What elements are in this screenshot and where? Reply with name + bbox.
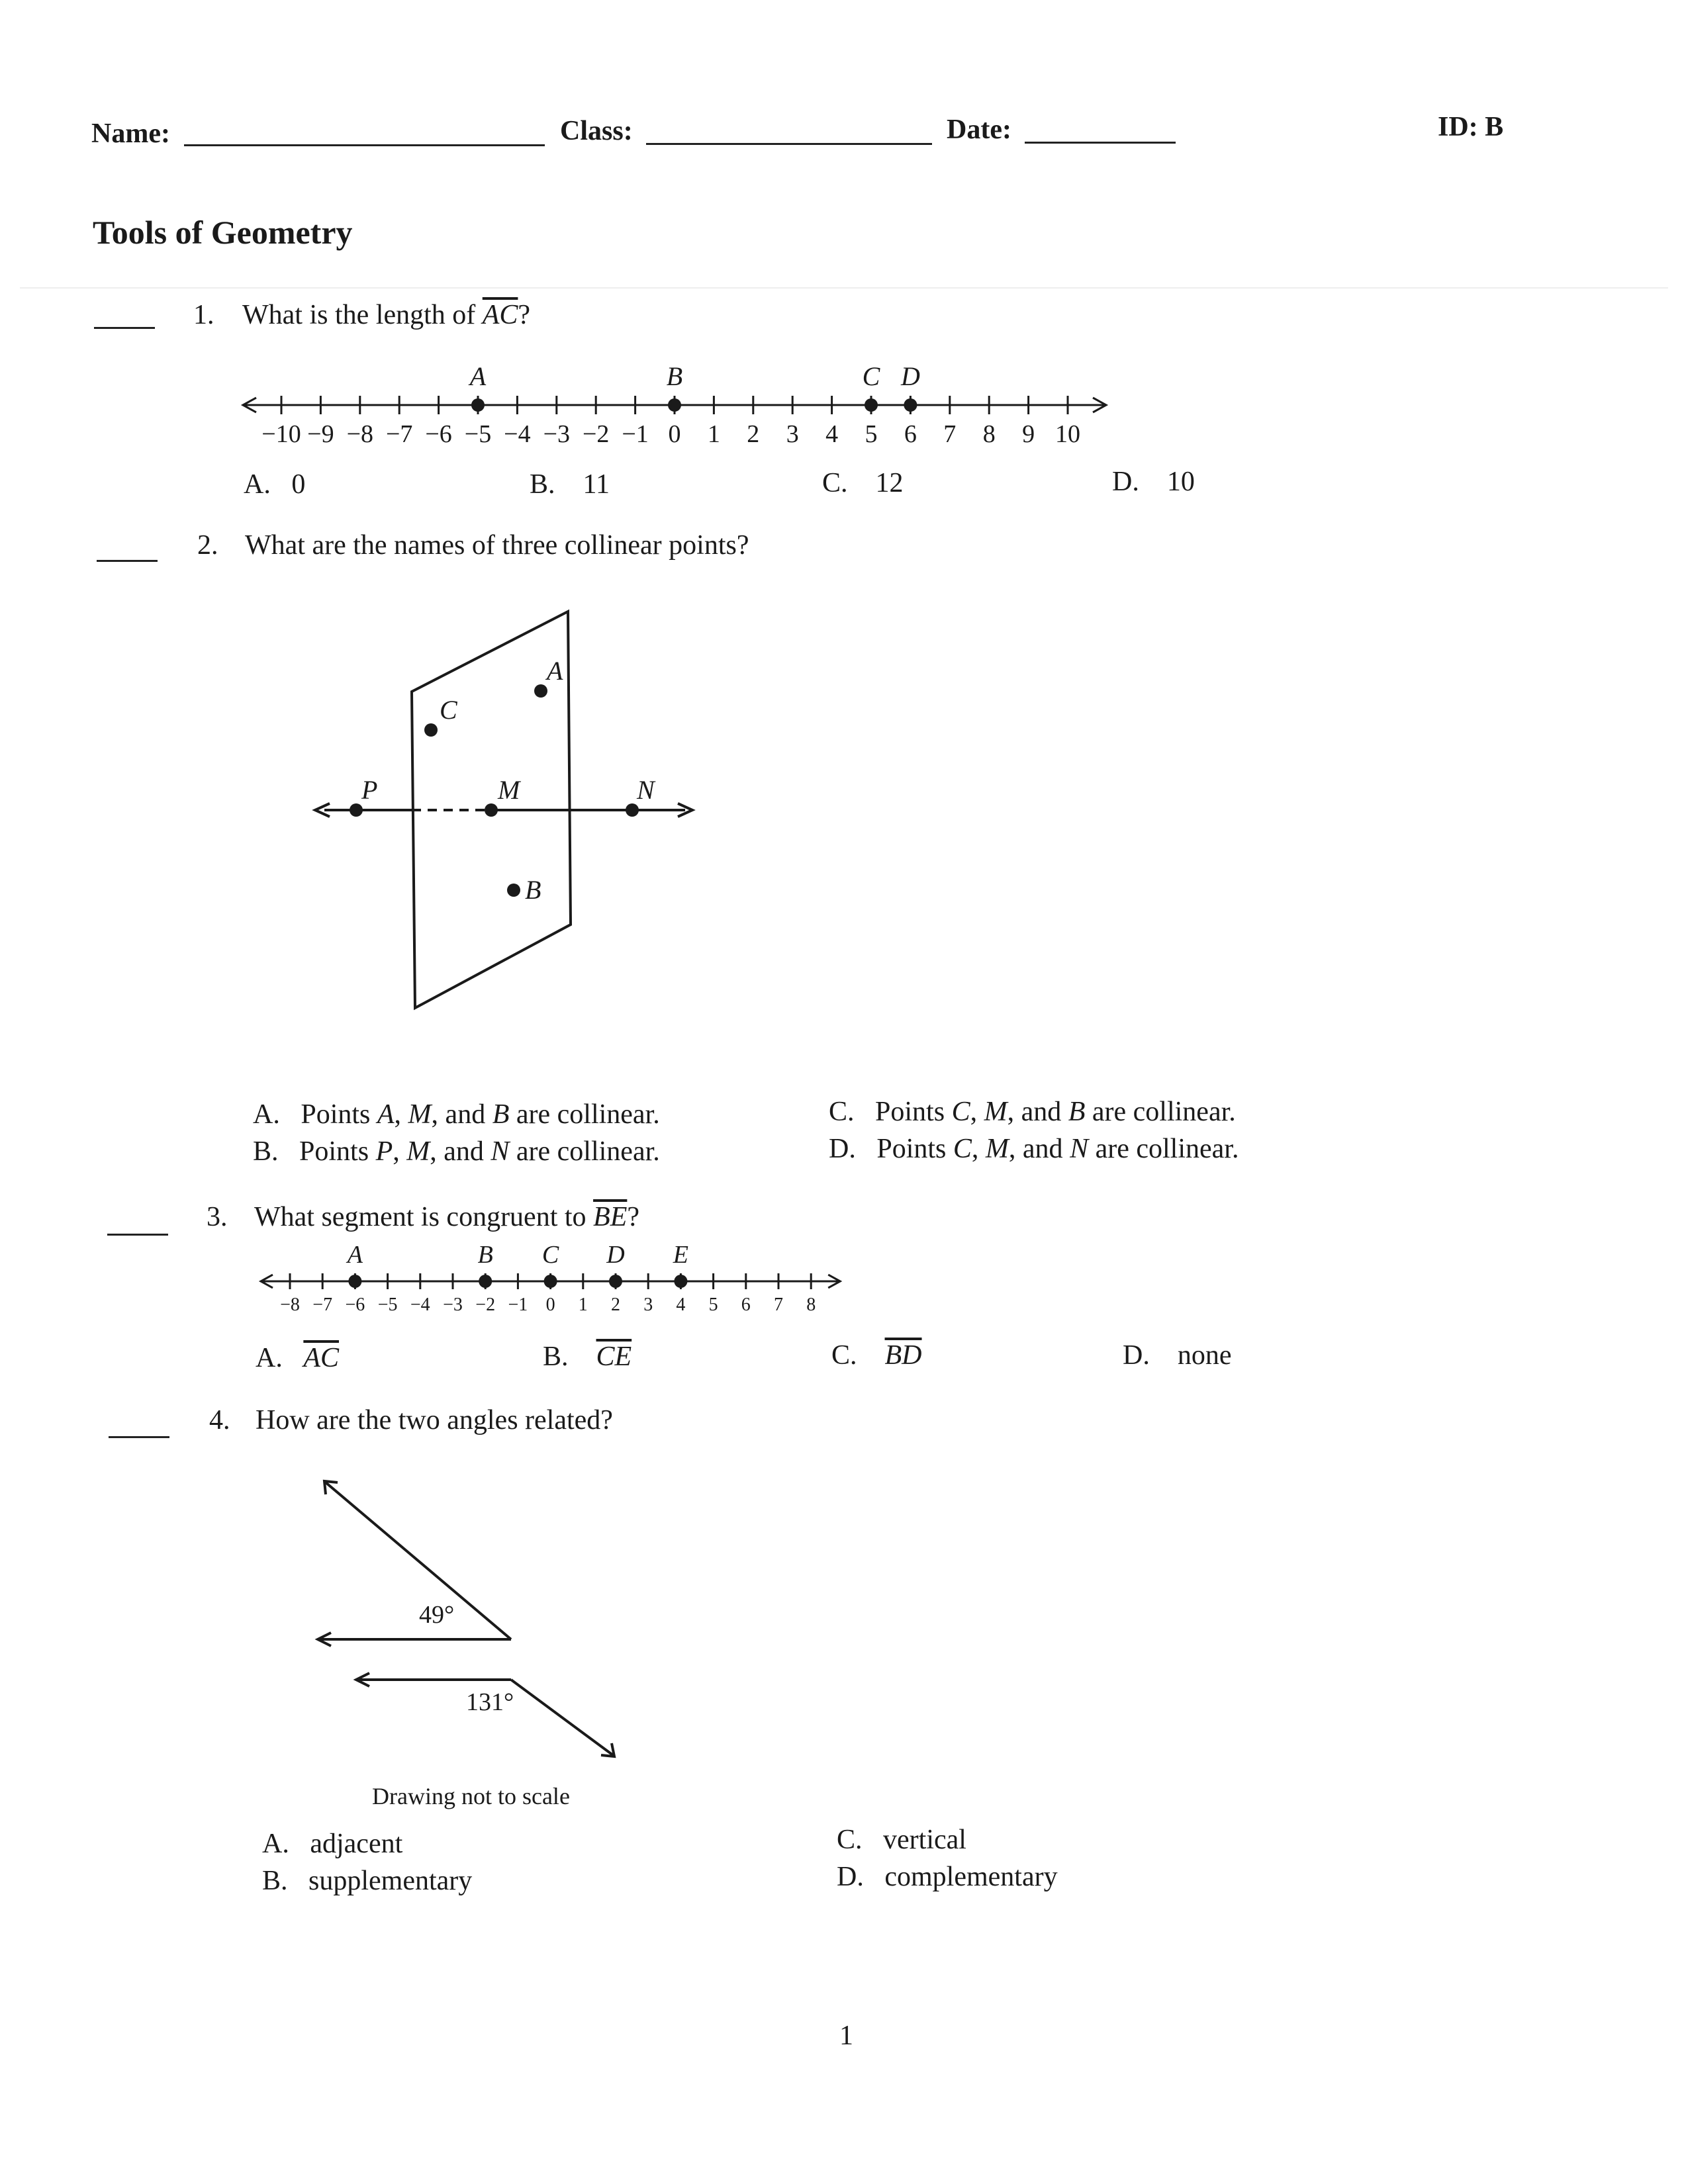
id-label: ID: B xyxy=(1438,112,1504,142)
q4-option-d-text: complementary xyxy=(884,1862,1058,1892)
q2-a-p6: are collinear. xyxy=(509,1099,660,1130)
q2-d-p0: Points xyxy=(876,1134,953,1164)
q3-option-c-text: $\overline{BD}$ xyxy=(884,1340,922,1371)
q1-option-b-text: 11 xyxy=(583,469,610,500)
label-c: C xyxy=(440,695,457,725)
q2-b-p6: are collinear. xyxy=(509,1136,660,1167)
class-label: Class: xyxy=(560,116,633,146)
q2-a-p2: , xyxy=(394,1099,408,1130)
q3-option-c-letter: C. xyxy=(831,1340,857,1371)
tick-label: −6 xyxy=(345,1295,365,1315)
q4-option-d[interactable] xyxy=(837,1861,1058,1893)
tick-label: −4 xyxy=(504,420,531,448)
tick-label: 1 xyxy=(707,420,720,448)
tick-label: 6 xyxy=(741,1295,751,1315)
tick-label: 3 xyxy=(643,1295,653,1315)
q2-a-p4: , and xyxy=(431,1099,492,1130)
tick-label: −3 xyxy=(543,420,571,448)
tick-label: 5 xyxy=(708,1295,718,1315)
label-p: P xyxy=(361,775,378,805)
tick-label: −10 xyxy=(261,420,301,448)
q2-option-a-letter: A. xyxy=(253,1099,280,1130)
q4-option-a-text: adjacent xyxy=(310,1829,403,1859)
question-1-text-before: What is the length of xyxy=(242,300,476,330)
q2-d-p2: , xyxy=(971,1134,986,1164)
tick-label: −4 xyxy=(410,1295,430,1315)
q3-option-d-letter: D. xyxy=(1123,1340,1150,1371)
q3-option-a-letter: A. xyxy=(256,1343,283,1373)
tick-label: 7 xyxy=(774,1295,783,1315)
q4-option-c[interactable] xyxy=(837,1824,966,1856)
label-n: N xyxy=(637,775,655,805)
question-1-text-after: ? xyxy=(518,300,531,330)
point-label-b: B xyxy=(666,361,683,391)
q2-c-p4: , and xyxy=(1007,1097,1068,1127)
tick-label: −3 xyxy=(443,1295,463,1315)
q4-option-b-text: supplementary xyxy=(308,1866,473,1896)
point-label-a: A xyxy=(469,361,487,391)
angle1-ray-upper xyxy=(326,1482,511,1639)
tick-label: 8 xyxy=(982,420,996,448)
tick-label: 7 xyxy=(943,420,957,448)
q2-b-p4: , and xyxy=(430,1136,491,1167)
point-label-c: C xyxy=(541,1241,559,1269)
q2-b-p5: N xyxy=(491,1136,510,1167)
q1-option-d-text: 10 xyxy=(1166,467,1195,497)
q2-b-p0: Points xyxy=(299,1136,376,1167)
q1-option-a-text: 0 xyxy=(291,469,306,500)
q2-d-p4: , and xyxy=(1008,1134,1070,1164)
q1-option-a-letter: A. xyxy=(244,469,271,500)
tick-label: −9 xyxy=(307,420,334,448)
q2-d-p3: M xyxy=(985,1134,1009,1164)
q2-option-b-letter: B. xyxy=(253,1136,279,1167)
tick-label: −7 xyxy=(385,420,413,448)
figure-caption: Drawing not to scale xyxy=(372,1783,570,1809)
q2-d-p5: N xyxy=(1070,1134,1089,1164)
tick-label: −1 xyxy=(508,1295,528,1315)
q1-option-b-letter: B. xyxy=(530,469,555,500)
tick-label: 6 xyxy=(904,420,917,448)
q3-option-d-text: none xyxy=(1177,1340,1232,1371)
q2-option-d-letter: D. xyxy=(829,1134,856,1164)
tick-label: −1 xyxy=(622,420,649,448)
q3-option-b-letter: B. xyxy=(543,1342,569,1372)
q1-option-d-letter: D. xyxy=(1112,467,1139,497)
q4-option-b-letter: B. xyxy=(262,1866,288,1896)
tick-label: 4 xyxy=(825,420,839,448)
q2-c-p0: Points xyxy=(875,1097,952,1127)
q2-c-p5: B xyxy=(1068,1097,1086,1127)
q1-option-c-text: 12 xyxy=(875,468,904,498)
point-label-e: E xyxy=(673,1241,689,1269)
label-a: A xyxy=(547,656,563,686)
question-2-number: 2. xyxy=(197,530,218,561)
tick-label: −5 xyxy=(464,420,492,448)
point-label-b: B xyxy=(477,1241,493,1269)
q2-c-p3: M xyxy=(984,1097,1008,1127)
tick-label: −6 xyxy=(425,420,452,448)
point-label-d: D xyxy=(606,1241,625,1269)
tick-label: 1 xyxy=(578,1295,588,1315)
tick-label: 5 xyxy=(865,420,878,448)
q3-option-a-text: $\overline{AC}$ xyxy=(303,1343,340,1373)
q4-option-d-letter: D. xyxy=(837,1862,864,1892)
point-label-c: C xyxy=(862,361,880,391)
q2-b-p2: , xyxy=(393,1136,407,1167)
tick-label: 2 xyxy=(747,420,760,448)
q2-b-p1: P xyxy=(375,1136,393,1167)
question-4-number: 4. xyxy=(209,1405,230,1435)
page-title: Tools of Geometry xyxy=(93,214,353,251)
angle2-ray-lower xyxy=(511,1680,613,1755)
point-label-d: D xyxy=(900,361,920,391)
tick-label: −2 xyxy=(475,1295,496,1315)
tick-label: 4 xyxy=(676,1295,686,1315)
question-4-text: How are the two angles related? xyxy=(256,1405,613,1435)
date-label: Date: xyxy=(947,114,1011,145)
tick-label: 3 xyxy=(786,420,799,448)
q2-a-p1: A xyxy=(377,1099,395,1130)
page-number: 1 xyxy=(839,2021,853,2051)
question-3-segment: $\overline{BE}$ xyxy=(593,1202,628,1232)
label-b: B xyxy=(525,875,541,905)
tick-label: 0 xyxy=(668,420,681,448)
tick-label: 2 xyxy=(611,1295,620,1315)
tick-label: −8 xyxy=(280,1295,300,1315)
tick-label: −2 xyxy=(582,420,610,448)
q4-option-c-letter: C. xyxy=(837,1825,863,1855)
question-3-text-before: What segment is congruent to xyxy=(254,1202,586,1232)
q2-b-p3: M xyxy=(406,1136,430,1167)
q2-d-p6: are collinear. xyxy=(1088,1134,1239,1164)
name-label: Name: xyxy=(91,118,170,149)
q4-option-b[interactable] xyxy=(262,1865,472,1897)
q2-c-p2: , xyxy=(970,1097,984,1127)
q2-a-p0: Points xyxy=(301,1099,377,1130)
q1-option-c-letter: C. xyxy=(822,468,848,498)
question-1-number: 1. xyxy=(193,300,214,330)
q4-option-a-letter: A. xyxy=(262,1829,289,1859)
tick-label: −5 xyxy=(377,1295,398,1315)
angle1-label: 49° xyxy=(419,1601,455,1629)
tick-label: 10 xyxy=(1055,420,1080,448)
tick-label: 8 xyxy=(806,1295,816,1315)
question-1-segment: $\overline{AC}$ xyxy=(482,300,518,330)
question-2-text: What are the names of three collinear points? xyxy=(245,530,749,561)
angle2-label: 131° xyxy=(466,1688,514,1716)
q3-option-b-text: $\overline{CE}$ xyxy=(596,1342,632,1372)
tick-label: −8 xyxy=(346,420,374,448)
q4-option-c-text: vertical xyxy=(883,1825,966,1855)
question-3-text-after: ? xyxy=(627,1202,640,1232)
q2-option-c-letter: C. xyxy=(829,1097,855,1127)
q2-a-p3: M xyxy=(408,1099,432,1130)
point-label-a: A xyxy=(347,1241,363,1269)
q2-a-p5: B xyxy=(492,1099,510,1130)
q2-c-p1: C xyxy=(951,1097,970,1127)
question-3-number: 3. xyxy=(207,1202,228,1232)
q2-c-p6: are collinear. xyxy=(1085,1097,1236,1127)
tick-label: −7 xyxy=(312,1295,333,1315)
tick-label: 9 xyxy=(1022,420,1035,448)
q2-d-p1: C xyxy=(953,1134,972,1164)
label-m: M xyxy=(498,775,520,805)
q4-option-a[interactable] xyxy=(262,1828,402,1860)
tick-label: 0 xyxy=(545,1295,555,1315)
